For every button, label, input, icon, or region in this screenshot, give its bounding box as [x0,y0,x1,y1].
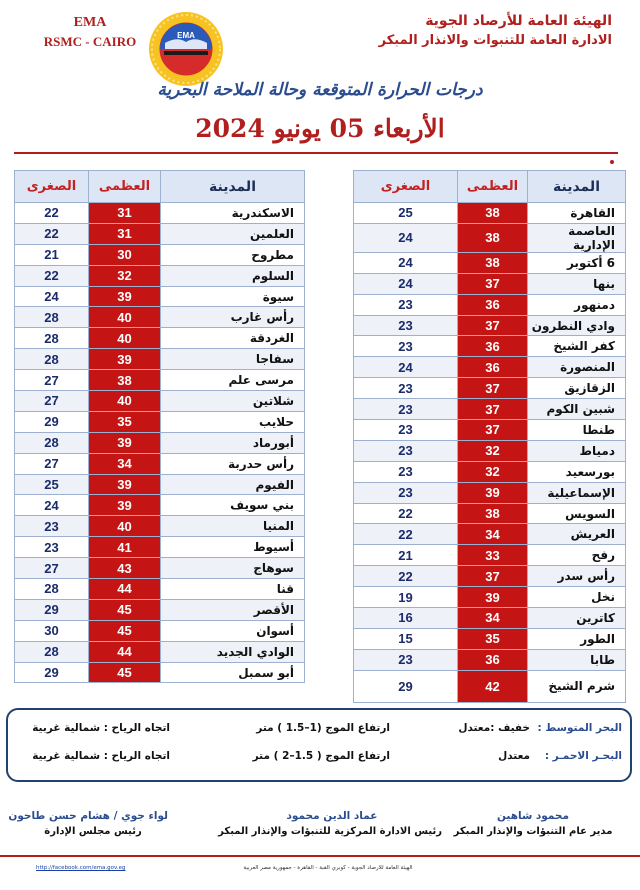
city-cell: نخل [528,587,626,608]
city-cell: سفاجا [161,349,305,370]
city-cell: رفح [528,545,626,566]
sea-row-red-sea [8,750,630,770]
max-temp-cell: 39 [458,587,528,608]
max-temp-cell: 30 [89,244,161,265]
min-temp-cell: 29 [354,670,458,702]
city-cell: الزقازيق [528,378,626,399]
city-cell: أسيوط [161,537,305,558]
table-row [15,474,305,495]
table-header-row [15,171,305,203]
table-row [354,203,626,224]
min-temp-cell: 23 [354,420,458,441]
city-cell: 6 أكتوبر [528,252,626,273]
max-temp-cell: 42 [458,670,528,702]
table-row [15,537,305,558]
min-temp-cell: 28 [15,579,89,600]
table-row [354,378,626,399]
temperature-table-left [14,170,305,683]
city-cell: مطروح [161,244,305,265]
table-row [354,294,626,315]
city-cell: طابا [528,649,626,670]
max-temp-cell: 39 [458,482,528,503]
min-temp-cell: 29 [15,662,89,683]
city-cell: رأس حدربة [161,453,305,474]
min-temp-cell: 27 [15,453,89,474]
min-temp-cell: 28 [15,307,89,328]
min-temp-cell: 23 [15,537,89,558]
org-line-2: الادارة العامة للتنبوات والانذار المبكر [378,33,612,48]
table-row [15,223,305,244]
max-temp-cell: 33 [458,545,528,566]
footer-facebook-link[interactable]: http://facebook.com/ema.gov.eg [36,865,126,871]
city-cell: أبورماد [161,432,305,453]
max-temp-cell: 37 [458,273,528,294]
min-temp-cell: 27 [15,391,89,412]
max-temp-cell: 41 [89,537,161,558]
table-row [15,286,305,307]
signatory-name: عماد الدين محمود [286,810,378,822]
city-cell: السويس [528,503,626,524]
table-row [15,203,305,224]
page-footer [0,855,640,890]
min-temp-cell: 22 [15,223,89,244]
min-temp-cell: 24 [354,252,458,273]
city-cell: رأس غارب [161,307,305,328]
city-cell: الطور [528,628,626,649]
min-temp-cell: 29 [15,411,89,432]
table-row [354,399,626,420]
table-row [15,599,305,620]
table-row [15,579,305,600]
max-temp-cell: 34 [458,524,528,545]
table-row [354,524,626,545]
table-row [15,265,305,286]
city-cell: شلاتين [161,391,305,412]
city-cell: سوهاج [161,558,305,579]
min-temp-cell: 19 [354,587,458,608]
header-divider [14,152,618,154]
max-temp-cell: 45 [89,620,161,641]
city-cell: قنا [161,579,305,600]
table-row [15,328,305,349]
max-temp-cell: 34 [89,453,161,474]
max-temp-cell: 36 [458,336,528,357]
table-row [15,307,305,328]
max-temp-cell: 39 [89,432,161,453]
city-cell: بورسعيد [528,461,626,482]
city-cell: دمياط [528,440,626,461]
logo-text: EMA [177,31,195,40]
max-temp-cell: 34 [458,608,528,629]
city-cell: مرسى علم [161,370,305,391]
table-row [15,349,305,370]
max-temp-cell: 35 [89,411,161,432]
min-temp-cell: 23 [354,399,458,420]
sea-conditions-box [6,708,632,782]
max-temp-cell: 31 [89,203,161,224]
table-row [15,244,305,265]
city-cell: دمنهور [528,294,626,315]
page-subtitle: درجات الحرارة المتوقعة وحالة الملاحة البحرية [157,80,483,100]
signatory-title: رئيس الادارة المركزية للتنبؤات والإنذار المبكر [218,826,442,837]
max-temp-cell: 45 [89,599,161,620]
city-cell: الأقصر [161,599,305,620]
max-temp-cell: 32 [458,440,528,461]
wave-height: ارتفاع الموج (1–1.5 ) متر [256,722,390,734]
city-cell: كاترين [528,608,626,629]
min-temp-cell: 21 [354,545,458,566]
divider-dot [610,160,614,164]
max-temp-cell: 36 [458,357,528,378]
column-header-city: المدينة [528,171,626,203]
city-cell: العلمين [161,223,305,244]
table-row [354,273,626,294]
min-temp-cell: 24 [15,286,89,307]
max-temp-cell: 32 [89,265,161,286]
city-cell: بنها [528,273,626,294]
min-temp-cell: 24 [15,495,89,516]
wind-direction: اتجاه الرياح : شمالية غربية [32,722,170,734]
max-temp-cell: 32 [458,461,528,482]
wind-direction: اتجاه الرياح : شمالية غربية [32,750,170,762]
min-temp-cell: 28 [15,349,89,370]
min-temp-cell: 27 [15,370,89,391]
table-row [354,628,626,649]
min-temp-cell: 23 [354,440,458,461]
table-row [354,315,626,336]
table-row [15,391,305,412]
column-header-min: الصغرى [354,171,458,203]
table-row [354,545,626,566]
city-cell: العاصمة الإدارية [528,223,626,252]
signatory-title: مدير عام التنبؤات والإنذار المبكر [453,826,613,837]
table-header-row [354,171,626,203]
min-temp-cell: 22 [354,566,458,587]
max-temp-cell: 36 [458,294,528,315]
max-temp-cell: 38 [89,370,161,391]
city-cell: كفر الشيخ [528,336,626,357]
city-cell: المنيا [161,516,305,537]
max-temp-cell: 40 [89,391,161,412]
min-temp-cell: 24 [354,357,458,378]
city-cell: الوادي الجديد [161,641,305,662]
sea-row-mediterranean [8,722,630,742]
signature-forecast-director [438,808,628,840]
max-temp-cell: 44 [89,641,161,662]
table-row [354,420,626,441]
min-temp-cell: 24 [354,223,458,252]
max-temp-cell: 39 [89,286,161,307]
signatory-name: لواء جوي / هشام حسن طاحون [8,810,168,822]
max-temp-cell: 37 [458,378,528,399]
min-temp-cell: 23 [354,336,458,357]
max-temp-cell: 38 [458,252,528,273]
sea-name: البحـر الاحمـر : [544,750,622,762]
city-cell: شرم الشيخ [528,670,626,702]
page-title-date: الأربعاء 05 يونيو 2024 [195,114,445,143]
max-temp-cell: 37 [458,566,528,587]
min-temp-cell: 25 [354,203,458,224]
min-temp-cell: 16 [354,608,458,629]
city-cell: شبين الكوم [528,399,626,420]
city-cell: وادي النطرون [528,315,626,336]
max-temp-cell: 40 [89,307,161,328]
min-temp-cell: 28 [15,432,89,453]
organization-name [379,12,612,50]
table-row [354,566,626,587]
min-temp-cell: 23 [354,378,458,399]
max-temp-cell: 44 [89,579,161,600]
wave-height: ارتفاع الموج ( 1.5–2 ) متر [252,750,390,762]
city-cell: أبو سمبل [161,662,305,683]
sea-name: البحر المتوسط : [537,722,622,734]
table-row [15,641,305,662]
max-temp-cell: 40 [89,328,161,349]
city-cell: بني سويف [161,495,305,516]
city-cell: طنطا [528,420,626,441]
table-row [15,411,305,432]
min-temp-cell: 23 [354,294,458,315]
city-cell: القاهرة [528,203,626,224]
min-temp-cell: 23 [354,315,458,336]
table-row [15,662,305,683]
min-temp-cell: 23 [354,461,458,482]
max-temp-cell: 45 [89,662,161,683]
rsmc-cairo-text: RSMC - CAIRO [43,34,137,49]
max-temp-cell: 36 [458,649,528,670]
city-cell: المنصورة [528,357,626,378]
ema-text: EMA [73,15,107,30]
min-temp-cell: 22 [15,265,89,286]
max-temp-cell: 35 [458,628,528,649]
city-cell: السلوم [161,265,305,286]
max-temp-cell: 31 [89,223,161,244]
min-temp-cell: 22 [354,503,458,524]
signatory-name: محمود شاهين [496,810,570,822]
city-cell: حلايب [161,411,305,432]
table-row [354,608,626,629]
table-row [15,495,305,516]
min-temp-cell: 23 [354,482,458,503]
max-temp-cell: 37 [458,399,528,420]
min-temp-cell: 24 [354,273,458,294]
max-temp-cell: 38 [458,503,528,524]
signature-board-chairman [8,808,168,840]
min-temp-cell: 28 [15,328,89,349]
max-temp-cell: 39 [89,495,161,516]
table-row [354,670,626,702]
city-cell: الإسماعيلية [528,482,626,503]
table-row [354,440,626,461]
min-temp-cell: 22 [354,524,458,545]
min-temp-cell: 30 [15,620,89,641]
city-cell: أسوان [161,620,305,641]
max-temp-cell: 40 [89,516,161,537]
table-row [15,370,305,391]
min-temp-cell: 25 [15,474,89,495]
min-temp-cell: 15 [354,628,458,649]
max-temp-cell: 37 [458,315,528,336]
min-temp-cell: 28 [15,641,89,662]
signatory-title: رئيس مجلس الإدارة [44,826,142,837]
min-temp-cell: 22 [15,203,89,224]
max-temp-cell: 38 [458,223,528,252]
signature-central-admin-head [218,808,442,840]
table-row [15,620,305,641]
org-line-1: الهيئة العامة للأرصاد الجوية [425,13,612,29]
max-temp-cell: 38 [458,203,528,224]
city-cell: سيوة [161,286,305,307]
table-row [15,516,305,537]
min-temp-cell: 29 [15,599,89,620]
temperature-table-right [353,170,626,703]
ema-sun-logo-icon [147,10,225,88]
column-header-min: الصغرى [15,171,89,203]
table-row [15,453,305,474]
min-temp-cell: 23 [354,649,458,670]
footer-address: الهيئة العامة للأرصاد الجوية - كوبري القبة - القاهرة - جمهورية مصر العربية [243,865,413,871]
table-row [354,357,626,378]
table-row [354,336,626,357]
city-cell: رأس سدر [528,566,626,587]
column-header-max: العظمى [89,171,161,203]
table-row [354,461,626,482]
column-header-max: العظمى [458,171,528,203]
max-temp-cell: 39 [89,474,161,495]
max-temp-cell: 43 [89,558,161,579]
column-header-city: المدينة [161,171,305,203]
sea-state: خفيف :معتدل [458,722,530,734]
table-row [354,503,626,524]
min-temp-cell: 23 [15,516,89,537]
ema-rsmc-label [34,14,146,50]
max-temp-cell: 39 [89,349,161,370]
min-temp-cell: 21 [15,244,89,265]
table-row [354,223,626,252]
max-temp-cell: 37 [458,420,528,441]
city-cell: الاسكندرية [161,203,305,224]
city-cell: العريش [528,524,626,545]
table-row [15,432,305,453]
table-row [354,252,626,273]
min-temp-cell: 27 [15,558,89,579]
sea-state: معتدل [498,750,530,762]
table-row [354,587,626,608]
table-row [15,558,305,579]
table-row [354,649,626,670]
table-row [354,482,626,503]
city-cell: الغردقة [161,328,305,349]
city-cell: الفيوم [161,474,305,495]
